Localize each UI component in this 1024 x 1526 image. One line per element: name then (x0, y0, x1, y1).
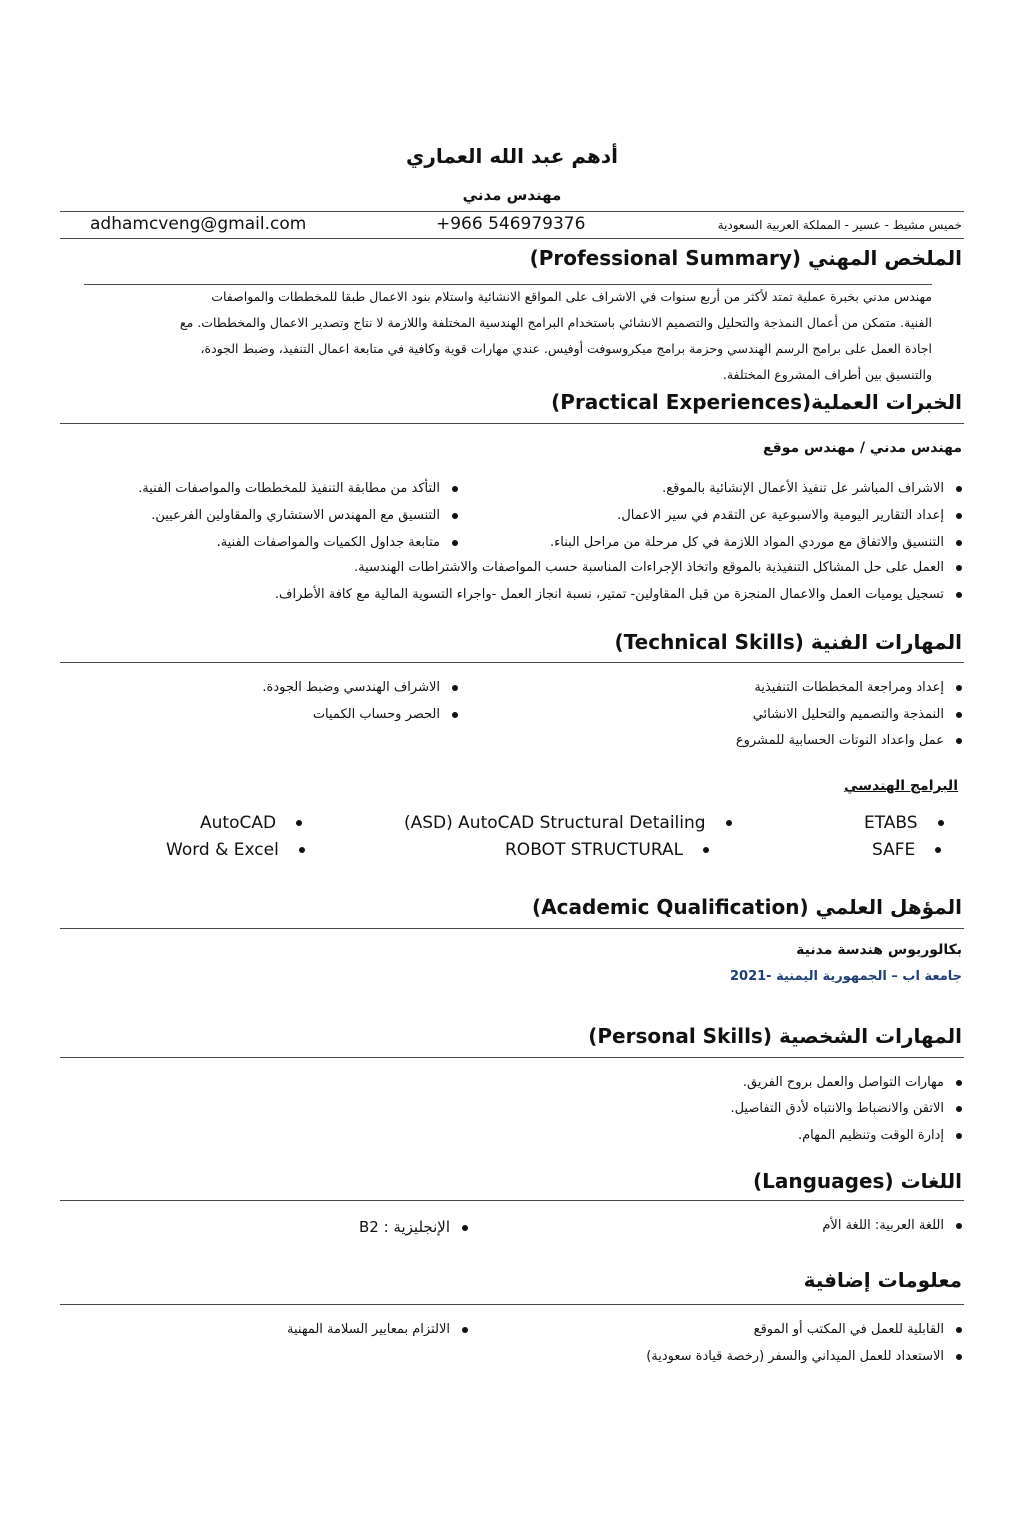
technical-item: النمذجة والتصميم والتحليل الانشائي (753, 707, 962, 722)
additional-divider (60, 1304, 964, 1305)
personal-divider (60, 1057, 964, 1058)
technical-item: الحصر وحساب الكميات (313, 707, 458, 722)
academic-degree: بكالوريوس هندسة مدنية (796, 942, 962, 958)
personal-item: مهارات التواصل والعمل بروح الفريق. (743, 1075, 962, 1090)
additional-item: الاستعداد للعمل الميداني والسفر (رخصة قيادة سعودية) (646, 1349, 962, 1364)
bullet-icon (452, 486, 458, 492)
technical-divider (60, 662, 964, 663)
personal-item: الاتقن والانضباط والانتباه لأدق التفاصيل. (730, 1101, 962, 1116)
bullet-icon (452, 712, 458, 718)
languages-heading: اللغات (Languages) (753, 1169, 962, 1193)
languages-divider (60, 1200, 964, 1201)
experience-role: مهندس مدني / مهندس موقع (762, 440, 962, 456)
bullet-icon (296, 820, 302, 826)
software-item: ETABS (864, 813, 964, 833)
bullet-icon (726, 820, 732, 826)
software-heading: البرامج الهندسي (844, 778, 958, 794)
software-item: Word & Excel (166, 840, 325, 860)
academic-university: جامعة اب – الجمهورية اليمنية -2021 (729, 969, 962, 984)
experience-item: الاشراف المباشر عل تنفيذ الأعمال الإنشائية بالموقع. (662, 481, 962, 496)
bullet-icon (956, 1080, 962, 1086)
summary-paragraph (84, 284, 932, 388)
summary-line: والتنسيق بين أطراف المشروع المختلفة. (722, 367, 932, 382)
candidate-name: أدهم عبد الله العماري (405, 144, 618, 168)
academic-heading: المؤهل العلمي (Academic Qualification) (532, 895, 962, 919)
language-item-arabic: اللغة العربية: اللغة الأم (822, 1218, 962, 1233)
software-item: SAFE (872, 840, 961, 860)
experience-divider (60, 423, 964, 424)
header-top-divider (60, 211, 964, 212)
software-item: (ASD) AutoCAD Structural Detailing (404, 813, 752, 833)
bullet-icon (703, 847, 709, 853)
bullet-icon (462, 1225, 468, 1231)
bullet-icon (956, 540, 962, 546)
bullet-icon (956, 1106, 962, 1112)
bullet-icon (956, 565, 962, 571)
technical-heading: المهارات الفنية (Technical Skills) (614, 630, 962, 654)
personal-heading: المهارات الشخصية (Personal Skills) (588, 1024, 962, 1048)
experience-item: تسجيل يوميات العمل والاعمال المنجزة من قبل المقاولين- تمتير، نسبة انجاز العمل -واجراء التسوية المالية مع كافة الأطراف. (275, 587, 962, 602)
language-item-english: الإنجليزية : B2 (359, 1218, 468, 1236)
experience-item: التنسيق مع المهندس الاستشاري والمقاولين الفرعيين. (151, 508, 458, 523)
experience-item: التنسيق والاتفاق مع موردي المواد اللازمة في كل مرحلة من مراحل البناء. (550, 535, 962, 550)
bullet-icon (956, 738, 962, 744)
bullet-icon (956, 712, 962, 718)
bullet-icon (452, 513, 458, 519)
software-item: AutoCAD (200, 813, 322, 833)
bullet-icon (462, 1327, 468, 1333)
technical-item: عمل واعداد النوتات الحسابية للمشروع (736, 733, 962, 748)
bullet-icon (299, 847, 305, 853)
bullet-icon (956, 1327, 962, 1333)
technical-item: إعداد ومراجعة المخططات التنفيذية (754, 680, 962, 695)
experience-item: التأكد من مطابقة التنفيذ للمخططات والمواصفات الفنية. (138, 481, 458, 496)
additional-item: الالتزام بمعايير السلامة المهنية (287, 1322, 468, 1337)
additional-item: القابلية للعمل في المكتب أو الموقع (754, 1322, 962, 1337)
contact-location: خميس مشيط - عسير - المملكة العربية السعودية (717, 218, 962, 232)
experience-item: إعداد التقارير اليومية والاسبوعية عن التقدم في سير الاعمال. (617, 508, 962, 523)
bullet-icon (956, 486, 962, 492)
contact-phone[interactable]: +966 546979376 (436, 214, 586, 234)
bullet-icon (956, 513, 962, 519)
experience-item: متابعة جداول الكميات والمواصفات الفنية. (217, 535, 458, 550)
bullet-icon (452, 685, 458, 691)
summary-heading: الملخص المهني (Professional Summary) (529, 246, 962, 270)
summary-line: مهندس مدني بخبرة عملية تمتد لأكثر من أربع سنوات في الاشراف على المواقع الانشائية واستلام بنود الاعمال طبقا للمخططات والمواصفات (211, 289, 932, 304)
contact-email[interactable]: adhamcveng@gmail.com (90, 214, 307, 234)
experience-item: العمل على حل المشاكل التنفيذية بالموقع واتخاذ الإجراءات المناسبة حسب المواصفات والاشتراطات الهندسية. (354, 560, 962, 575)
experience-heading: الخبرات العملية(Practical Experiences) (551, 390, 962, 414)
bullet-icon (956, 685, 962, 691)
software-item: ROBOT STRUCTURAL (505, 840, 729, 860)
personal-item: إدارة الوقت وتنظيم المهام. (798, 1128, 962, 1143)
job-title: مهندس مدني (462, 186, 562, 204)
additional-heading: معلومات إضافية (803, 1268, 962, 1292)
header-bottom-divider (60, 238, 964, 239)
bullet-icon (956, 592, 962, 598)
bullet-icon (956, 1133, 962, 1139)
bullet-icon (956, 1223, 962, 1229)
academic-divider (60, 928, 964, 929)
technical-item: الاشراف الهندسي وضبط الجودة. (262, 680, 458, 695)
bullet-icon (452, 540, 458, 546)
bullet-icon (938, 820, 944, 826)
bullet-icon (935, 847, 941, 853)
summary-line: اجادة العمل على برامج الرسم الهندسي وحزمة برامج ميكروسوفت أوفيس. عندي مهارات قوية وكافية في متابعة اعمال التنفيذ، وضبط الجودة، (200, 341, 932, 356)
bullet-icon (956, 1354, 962, 1360)
summary-line: الفنية. متمكن من أعمال النمذجة والتحليل والتصميم الانشائي باستخدام البرامج الهندسية المختلفة واللازمة لا نتاج وتصدير الاعمال والمخططات. مع (179, 315, 932, 330)
